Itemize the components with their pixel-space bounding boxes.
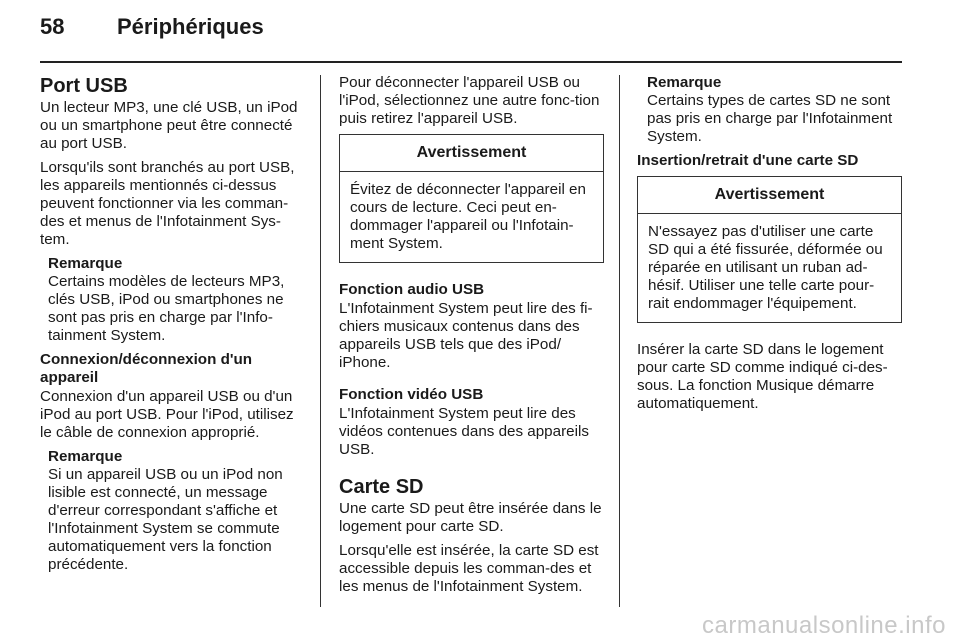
note-box [637, 74, 902, 146]
column-1 [40, 74, 305, 580]
note-text: Certains modèles de lecteurs MP3, clés USB, iPod ou smartphones ne sont pas pris en charge par l'Info-tainment System. [48, 273, 285, 344]
paragraph: Pour déconnecter l'appareil USB ou l'iPod, sélectionnez une autre fonc-tion puis retirez l'appareil USB. [339, 74, 600, 127]
subheading-connexion: Connexion/déconnexion d'un appareil [40, 351, 253, 386]
note-text: Certains types de cartes SD ne sont pas pris en charge par l'Infotainment System. [647, 92, 893, 145]
paragraph: Connexion d'un appareil USB ou d'un iPod au port USB. Pour l'iPod, utilisez le câble de connexion approprié. [40, 388, 294, 441]
note-box [40, 448, 305, 574]
paragraph: Une carte SD peut être insérée dans le logement pour carte SD. [339, 500, 602, 535]
header-rule [40, 61, 902, 63]
subheading-audio-usb: Fonction audio USB [339, 281, 485, 298]
note-box [40, 255, 305, 345]
watermark: carmanualsonline.info [702, 612, 946, 639]
page-number: 58 [40, 14, 65, 39]
subheading-insertion-sd: Insertion/retrait d'une carte SD [637, 152, 859, 169]
column-divider [619, 75, 620, 607]
heading-port-usb: Port USB [40, 75, 128, 97]
paragraph: L'Infotainment System peut lire des fi-chiers musicaux contenus dans des appareils USB tels que des iPod/ iPhone. [339, 300, 593, 371]
column-2 [339, 74, 604, 602]
note-title: Remarque [48, 255, 123, 272]
paragraph: Insérer la carte SD dans le logement pour carte SD comme indiqué ci-des-sous. La fonction Musique démarre automatiquement. [637, 341, 888, 412]
warning-title: Avertissement [340, 135, 603, 172]
page-title: Périphériques [117, 14, 264, 39]
warning-text: N'essayez pas d'utiliser une carte SD qui a été fissurée, déformée ou réparée en utilisant un ruban ad-hésif. Utiliser une telle carte pour-rait endommager l'équipement. [648, 223, 883, 312]
paragraph: Lorsqu'ils sont branchés au port USB, les appareils mentionnés ci-dessus peuvent fonctionner via les comman-des et menus de l'Infotainment Sys-tem. [40, 159, 295, 248]
paragraph: Lorsqu'elle est insérée, la carte SD est accessible depuis les comman-des et les menus de l'Infotainment System. [339, 542, 599, 595]
warning-box [637, 176, 902, 323]
heading-carte-sd: Carte SD [339, 476, 424, 498]
subheading-video-usb: Fonction vidéo USB [339, 386, 484, 403]
warning-title: Avertissement [638, 177, 901, 214]
note-text: Si un appareil USB ou un iPod non lisible est connecté, un message d'erreur correspondant s'affiche et l'Infotainment System se commute automatiquement vers la fonction précédente. [48, 466, 283, 573]
paragraph: Un lecteur MP3, une clé USB, un iPod ou un smartphone peut être connecté au port USB. [40, 99, 298, 152]
note-title: Remarque [647, 74, 722, 91]
paragraph: L'Infotainment System peut lire des vidéos contenues dans des appareils USB. [339, 405, 589, 458]
column-divider [320, 75, 321, 607]
warning-text: Évitez de déconnecter l'appareil en cours de lecture. Ceci peut en-dommager l'appareil ou l'Infotain-ment System. [350, 181, 586, 252]
warning-box [339, 134, 604, 263]
column-3 [637, 74, 902, 419]
note-title: Remarque [48, 448, 123, 465]
